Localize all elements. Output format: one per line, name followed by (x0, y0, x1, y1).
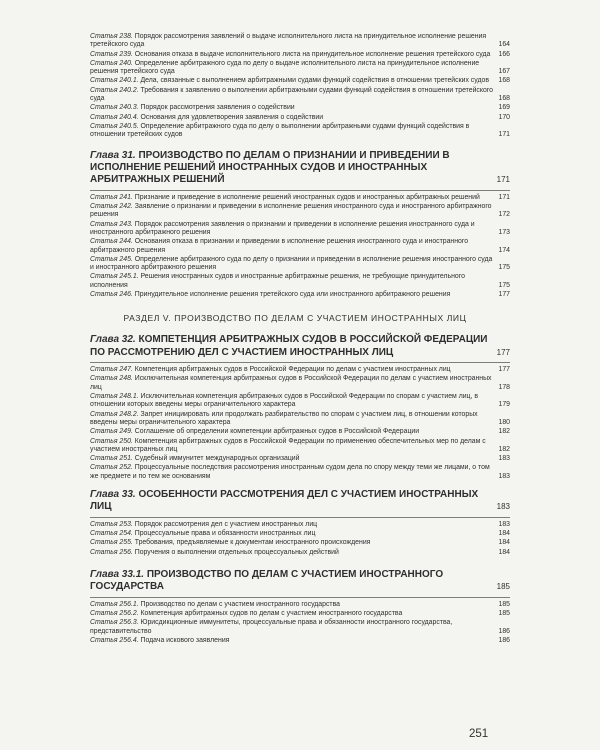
chapter-32-heading: Глава 32. КОМПЕТЕНЦИЯ АРБИТРАЖНЫХ СУДОВ В РОССИЙСКОЙ ФЕДЕРАЦИИ ПО РАССМОТРЕНИЮ ДЕЛ С УЧАСТИЕМ ИНОСТРАННЫХ ЛИЦ 177 (90, 334, 510, 358)
toc-entry: Статья 244. Основания отказа в признании и приведении в исполнение решения иностранного суда и иностранного арбитражного решения 174 (90, 238, 510, 254)
divider (90, 517, 510, 518)
divider (90, 190, 510, 191)
page-ref: 182 (498, 428, 510, 436)
toc-entry: Статья 253. Порядок рассмотрения дел с участием иностранных лиц 183 (90, 520, 510, 528)
page-ref: 177 (498, 291, 510, 299)
page-ref: 169 (498, 104, 510, 112)
page-ref: 168 (498, 77, 510, 85)
toc-entry: Статья 240.1. Дела, связанные с выполнением арбитражными судами функций содействия в отношении третейских судов 168 (90, 77, 510, 85)
page-ref: 184 (498, 548, 510, 556)
page-ref: 182 (498, 445, 510, 453)
toc-entry: Статья 255. Требования, предъявляемые к документам иностранного происхождения 184 (90, 539, 510, 547)
page-ref: 183 (498, 472, 510, 480)
toc-entry: Статья 254. Процессуальные права и обязанности иностранных лиц 184 (90, 530, 510, 538)
toc-entry: Статья 256.4. Подача искового заявления 186 (90, 637, 510, 645)
page-ref: 166 (498, 50, 510, 58)
page-ref: 171 (498, 131, 510, 139)
toc-entry: Статья 241. Признание и приведение в исполнение решений иностранных судов и иностранных арбитражных решений 171 (90, 193, 510, 201)
toc-entry: Статья 245. Определение арбитражного суда по делу о признании и приведении в исполнение решения иностранного суда и иностранного арбитражного решения 175 (90, 255, 510, 272)
toc-entry: Статья 243. Порядок рассмотрения заявления о признании и приведении в исполнение решения иностранного суда и иностранного арбитражного решения 173 (90, 220, 510, 236)
page-ref: 178 (498, 383, 510, 391)
toc-entry: Статья 246. Принудительное исполнение решения третейского суда или иностранного арбитражного решения 177 (90, 291, 510, 299)
toc-entry: Статья 256.2. Компетенция арбитражных судов по делам с участием иностранного государства 185 (90, 610, 510, 618)
chapter-31-heading: Глава 31. ПРОИЗВОДСТВО ПО ДЕЛАМ О ПРИЗНАНИИ И ПРИВЕДЕНИИ В ИСПОЛНЕНИЕ РЕШЕНИЙ ИНОСТРАННЫХ СУДОВ И ИНОСТРАННЫХ АРБИТРАЖНЫХ РЕШЕНИЙ 171 (90, 149, 510, 186)
toc-entry: Статья 240.2. Требования к заявлению о выполнении арбитражными судами функций содействия в отношении третейского суда 168 (90, 86, 510, 103)
page-ref: 171 (496, 175, 510, 185)
page-ref: 185 (498, 610, 510, 618)
toc-entry: Статья 248.2. Запрет инициировать или продолжать разбирательство по спорам с участием лиц, в отношении которых введены меры ограничительного характера 180 (90, 410, 510, 426)
page-ref: 183 (498, 520, 510, 528)
toc-entry: Статья 242. Заявление о признании и приведении в исполнение решения иностранного суда и иностранного арбитражного решения 172 (90, 203, 510, 219)
page-ref: 186 (498, 637, 510, 645)
toc-entry: Статья 251. Судебный иммунитет международных организаций 183 (90, 455, 510, 463)
page-ref: 183 (498, 455, 510, 463)
toc-entry: Статья 240.5. Определение арбитражного суда по делу о выполнении арбитражными судами функций содействия в отношении третейских судов 171 (90, 122, 510, 139)
page-ref: 184 (498, 539, 510, 547)
page-ref: 177 (498, 366, 510, 374)
toc-entry: Статья 239. Основания отказа в выдаче исполнительного листа на принудительное исполнение решения третейского суда 166 (90, 50, 510, 58)
toc-entry: Статья 248. Исключительная компетенция арбитражных судов в Российской Федерации по делам с участием иностранных лиц 178 (90, 375, 510, 391)
toc-entry: Статья 256.1. Производство по делам с участием иностранного государства 185 (90, 600, 510, 608)
toc-entry: Статья 238. Порядок рассмотрения заявлений о выдаче исполнительного листа на принудительное исполнение решения третейского суда 164 (90, 33, 510, 49)
page-ref: 179 (498, 401, 510, 409)
page-ref: 177 (496, 347, 510, 357)
page-ref: 183 (496, 502, 510, 512)
table-of-contents (90, 33, 510, 646)
page-ref: 185 (496, 582, 510, 592)
section-5-heading: РАЗДЕЛ V. ПРОИЗВОДСТВО ПО ДЕЛАМ С УЧАСТИЕМ ИНОСТРАННЫХ ЛИЦ (123, 313, 467, 324)
page-ref: 167 (498, 68, 510, 76)
chapter-33-1-heading: Глава 33.1. ПРОИЗВОДСТВО ПО ДЕЛАМ С УЧАСТИЕМ ИНОСТРАННОГО ГОСУДАРСТВА 185 (90, 569, 510, 593)
toc-entry: Статья 248.1. Исключительная компетенция арбитражных судов в Российской Федерации по спорам с участием лиц, в отношении которых введены меры ограничительного характера 179 (90, 393, 510, 409)
page-number: 251 (469, 728, 489, 740)
toc-entry: Статья 256. Поручения о выполнении отдельных процессуальных действий 184 (90, 548, 510, 556)
toc-entry: Статья 249. Соглашение об определении компетенции арбитражных судов в Российской Федерации 182 (90, 428, 510, 436)
toc-entry: Статья 240.3. Порядок рассмотрения заявления о содействии 169 (90, 104, 510, 112)
toc-entry: Статья 250. Компетенция арбитражных судов в Российской Федерации по применению обеспечительных мер по делам с участием иностранных лиц 182 (90, 437, 510, 453)
toc-entry: Статья 252. Процессуальные последствия рассмотрения иностранным судом дела по спору между теми же лицами, о том же предмете и по тем же основаниям 183 (90, 464, 510, 480)
page-ref: 170 (498, 113, 510, 121)
toc-entry: Статья 256.3. Юрисдикционные иммунитеты, процессуальные права и обязанности иностранного государства, представительство 186 (90, 619, 510, 635)
chapter-33-heading: Глава 33. ОСОБЕННОСТИ РАССМОТРЕНИЯ ДЕЛ С УЧАСТИЕМ ИНОСТРАННЫХ ЛИЦ 183 (90, 489, 510, 513)
page-ref: 175 (498, 264, 510, 272)
page-ref: 174 (498, 246, 510, 254)
toc-entry: Статья 240. Определение арбитражного суда по делу о выдаче исполнительного листа на принудительное исполнение решения третейского суда 167 (90, 59, 510, 76)
page-ref: 186 (498, 627, 510, 635)
page-ref: 175 (498, 281, 510, 289)
toc-entry: Статья 245.1. Решения иностранных судов и иностранные арбитражные решения, не требующие принудительного исполнения 175 (90, 273, 510, 289)
page-ref: 164 (498, 41, 510, 49)
page-ref: 185 (498, 600, 510, 608)
page-ref: 173 (498, 228, 510, 236)
page-ref: 171 (498, 193, 510, 201)
divider (90, 362, 510, 363)
divider (90, 597, 510, 598)
page-ref: 184 (498, 530, 510, 538)
page-ref: 180 (498, 418, 510, 426)
page-ref: 172 (498, 211, 510, 219)
toc-entry: Статья 247. Компетенция арбитражных судов в Российской Федерации по делам с участием иностранных лиц 177 (90, 366, 510, 374)
page-ref: 168 (498, 95, 510, 103)
toc-entry: Статья 240.4. Основания для удовлетворения заявления о содействии 170 (90, 113, 510, 121)
